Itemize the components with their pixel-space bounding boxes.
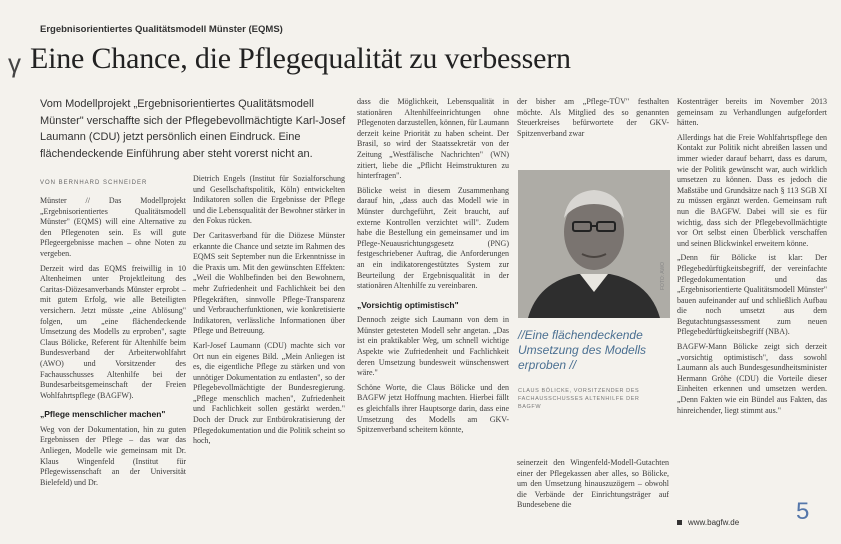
paragraph: Derzeit wird das EQMS freiwillig in 10 Altenheimen unter Projektleitung des Caritas-Diözesanverbands Münster erprobt – mit gutem Erfolg, wie alle Beteiligten versichern. Jetzt müsste „eine Ablösung" folgen, um „eine flächendeckende Umsetzung des Modells zu erproben", sagte Claus Bölicke, Referent für Altenhilfe beim Bundesverband der Arbeiterwohlfahrt (AWO) und Vorsitzender des Fachausschusses Altenhilfe bei der Bundesarbeitsgemeinschaft der Freien Wohlfahrtspflege (BAGFW). [40,263,186,400]
article-column-4-top [517,97,669,167]
subheading: „Vorsichtig optimistisch" [357,299,459,310]
paragraph: Dietrich Engels (Institut für Sozialforschung und Gesellschaftspolitik, Köln) entwickelten Indikatoren sollen die Ergebnisse der Pflege und die Lebensqualität der Bewohner stärker in den Fokus rücken. [193,174,345,226]
article-column-5 [677,97,827,507]
paragraph: „Denn für Bölicke ist klar: Der Pflegebedürftigkeitsbegriff, der vereinfachte Pflegedokumentation und das „Ergebnisorientierte Qualitätsmodell Münster" bauen aufeinander auf und schließlich Aufbau die noch umsetzt aus dem Begutachtungsassessment zum neuen Pflegebedürftigkeitsbegriff (NBA). [677,253,827,337]
paragraph: BAGFW-Mann Bölicke zeigt sich derzeit „vorsichtig optimistisch", dass sowohl Laumann als auch Bundesgesundheitsminister Hermann Gröhe (CDU) die Vorteile dieser Einheiten erkennen und umsetzen werden. „Denn Fakten wie ein Bündel aus Fakten, das hinreichender, liegt stimmt aus." [677,342,827,415]
portrait-photo [518,170,670,318]
paragraph: Kostenträger bereits im November 2013 gemeinsam zu Verhandlungen aufgefordert hätten. [677,97,827,128]
photo-credit: FOTO: AWO [660,261,666,290]
paragraph: Münster // Das Modellprojekt „Ergebnisorientiertes Qualitätsmodell Münster" (EQMS) will eine Alternative zu den Pflegenoten sein. Es will gute Pflegeergebnisse machen – ohne Noten zu vergeben. [40,196,186,258]
headline: Eine Chance, die Pflegequalität zu verbessern [30,42,571,75]
brand-mark: γ [8,48,21,78]
subheading: „Pflege menschlicher machen" [40,409,166,420]
footer-link[interactable] [677,518,739,527]
paragraph: Schöne Worte, die Claus Bölicke und den BAGFW jetzt Hoffnung machten. Hierbei fällt es gleichfalls ihrer Hauptsorge darin, dass eine Umsetzung des Modells am GKV-Spitzenverband scheitern könnte, [357,382,509,435]
paragraph: Karl-Josef Laumann (CDU) machte sich vor Ort nun ein eigenes Bild. „Mein Anliegen ist es, die eigentliche Pflege zu stärken und von unnötiger Dokumentation zu entlasten", so der Pflegebevollmächtigte der Bundesregierung. „Pflege menschlich machen", Zufriedenheit und Fachlichkeit sollen gestärkt werden." Doch der Druck zur Entbürokratisierung der Pflegedokumentation und die Politik scheint so hoch, [193,340,345,446]
paragraph: Allerdings hat die Freie Wohlfahrtspflege den Kontakt zur Politik nicht abreißen lassen und immer wieder darauf beharrt, dass es darum, wie der Politik gewünscht war, auch wirklich umsetzen zu können. Dass es jedoch die Maßstäbe und Grundsätze nach § 113 SGB XI zu müssen ergänzt werden. Gemeinsam ruft nun die BAGFW. Dabei will sie es für wichtig, dass sich der Pflegebevollmächtigte vor Ort selbst einen Überblick verschaffen und seinen Blickwinkel erweitern könne. [677,132,827,248]
paragraph: seinerzeit den Wingenfeld-Modell-Gutachten einer der Pflegekassen aber alles, so Bölicke, um den Umsetzung hinauszuzögern – obwohl die Verbände der Einrichtungsträger auf Bundesebene die [517,458,669,510]
paragraph: Bölicke weist in diesem Zusammenhang darauf hin, „dass auch das Modell wie in Münster durchgeführt, Zeit braucht, auf externe Kontrollen verzichtet will". Zudem habe die Bestellung ein gemeinsamer und im Pflege-Neuausrichtungsgesetz (PNG) festgeschriebener Auftrag, die Anforderungen an ein indikatorengestütztes System zur Beurteilung der Ergebnisqualität in der stationären Altenhilfe zu vereinbaren. [357,185,509,291]
article-column-2 [193,174,345,536]
footer-url[interactable]: www.bagfw.de [688,518,740,527]
paragraph: Dennoch zeigte sich Laumann von dem in Münster getesteten Modell sehr angetan. „Das ist ein praktikabler Weg, um schnell wichtige Aspekte wie Zufriedenheit und Fachlichkeit deren Umsetzung bundesweit wünschenswert wäre." [357,315,509,378]
article-column-3 [357,97,509,536]
pull-quote: //Eine flächendeckende Umsetzung des Modells erproben // [518,328,647,372]
paragraph: dass die Möglichkeit, Lebensqualität in stationären Altenhilfeeinrichtungen ohne Pflegenoten darzustellen, können, für Laumann derzeit keine Priorität zu haben scheint. Der Brasil, so wird der Staatssekretär von der Zeitung „Westfälische Nachrichten" (WN) zitiert, liebe die „Pflicht Heimstrukturen zu hinterfragen". [357,97,509,181]
paragraph: der bisher am „Pflege-TÜV" festhalten möchte. Als Mitglied des so genannten Steuerkreises befürwortete der GKV-Spitzenverband zwar [517,97,669,138]
lead-paragraph: Vom Modellprojekt „Ergebnisorientiertes Qualitätsmodell Münster" verschaffte sich der Pflegebevollmächtigte Karl-Josef Laumann (CDU) jetzt persönlich einen Eindruck. Eine flächendeckende Einführung aber steht vorerst nicht an. [40,98,346,160]
bullet-square-icon [677,520,682,525]
article-column-4-bottom [517,458,669,536]
page-number: 5 [796,498,810,525]
quote-attribution: CLAUS BÖLICKE, VORSITZENDER DES FACHAUSSCHUSSES ALTENHILFE DER BAGFW [518,388,640,410]
paragraph: Der Caritasverband für die Diözese Münster erkannte die Chance und setzte im Rahmen des EQMS seit September nun die Erkenntnisse in die Praxis um. Mit den gewünschten Effekten: „Weil die Wohlbefinden bei den Bewohnern, mehr Zufriedenheit und Fachlichkeit bei den Pflegekräften, sinnvolle Pflege-Transparenz und Verbraucherfunktionen, wie konkretisierte Indikatoren, verlässliche Informationen über Pflege und Betreuung. [193,230,345,336]
kicker: Ergebnisorientiertes Qualitätsmodell Münster (EQMS) [40,24,283,35]
article-column-1 [40,196,186,536]
byline: VON BERNHARD SCHNEIDER [40,180,148,186]
paragraph: Weg von der Dokumentation, hin zu guten Ergebnissen der Pflege – das war das Anliegen, Modelle wie gemeinsam mit Dr. Klaus Wingenfeld (Institut für Pflegewissenschaft an der Universität Bielefeld) und Dr. [40,424,186,487]
